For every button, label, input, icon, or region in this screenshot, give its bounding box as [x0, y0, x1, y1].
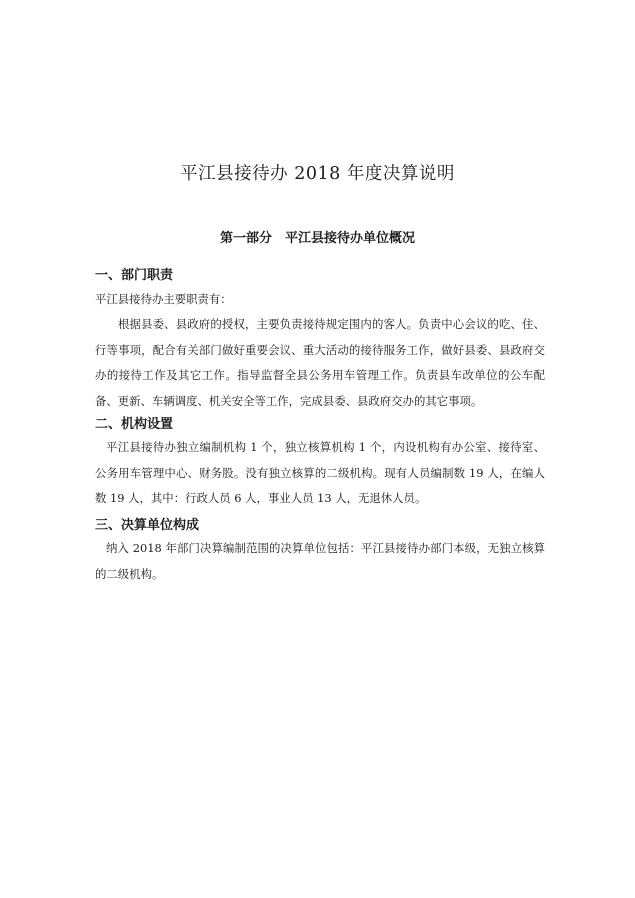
section-heading-structure: 二、机构设置 [95, 417, 174, 432]
section-heading-units: 三、决算单位构成 [95, 518, 200, 533]
structure-body: 平江县接待办独立编制机构 1 个，独立核算机构 1 个，内设机构有办公室、接待室、公务用车管理中心、财务股。没有独立核算的二级机构。现有人员编制数 19 人，在编人数 19 人，其中：行政人员 6 人，事业人员 13 人，无退休人员。 [95, 440, 545, 505]
section-heading-duties: 一、部门职责 [95, 268, 174, 283]
duties-body: 根据县委、县政府的授权，主要负责接待规定围内的客人。负责中心会议的吃、住、行等事项，配合有关部门做好重要会议、重大活动的接待服务工作，做好县委、县政府交办的接待工作及其它工作。指导监督全县公务用车管理工作。负责县车改单位的公车配备、更新、车辆调度、机关安全等工作，完成县委、县政府交办的其它事项。 [95, 317, 545, 408]
part-heading: 第一部分 平江县接待办单位概况 [219, 231, 415, 246]
units-body: 纳入 2018 年部门决算编制范围的决算单位包括：平江县接待办部门本级，无独立核算的二级机构。 [95, 541, 545, 581]
document-title: 平江县接待办 2018 年度决算说明 [180, 164, 455, 184]
duties-intro: 平江县接待办主要职责有： [95, 292, 232, 306]
